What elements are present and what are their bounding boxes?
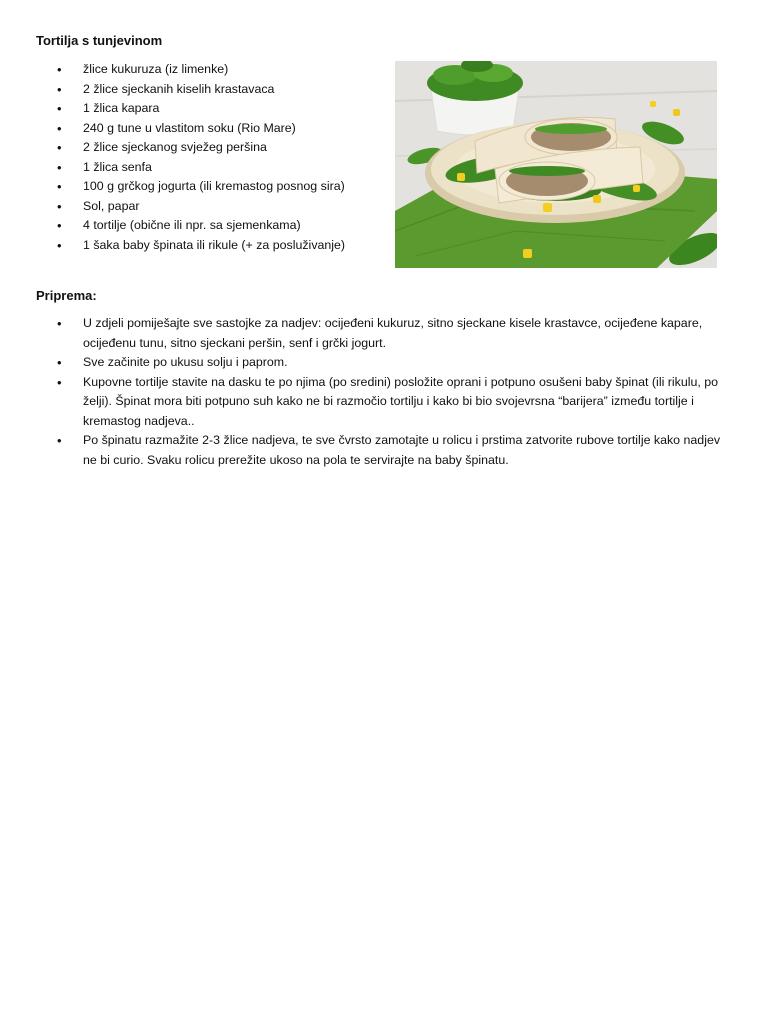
preparation-step: • Kupovne tortilje stavite na dasku te po njima (po sredini) posložite oprani i potpuno osušeni baby špinat (ili rikulu, po želji). Špinat mora biti potpuno suh kako ne bi razmočio tortilju i kako bi bio svojevrsna “barijera” između tortilje i kremastog nadjeva.. xyxy=(36,373,736,432)
ingredient-item: • 2 žlice sjeckanog svježeg peršina xyxy=(36,138,376,158)
preparation-step: • U zdjeli pomiješajte sve sastojke za nadjev: ocijeđeni kukuruz, sitno sjeckane kisele krastavce, ocijeđene kapare, ocijeđenu tunu, sitno sjeckani peršin, senf i grčki jogurt. xyxy=(36,314,736,353)
ingredient-item: • 2 žlice sjeckanih kiselih krastavaca xyxy=(36,80,376,100)
ingredient-item: • 1 žlica kapara xyxy=(36,99,376,119)
ingredient-item: • 1 šaka baby špinata ili rikule (+ za posluživanje) xyxy=(36,236,376,256)
ingredient-item: • Sol, papar xyxy=(36,197,376,217)
ingredient-item: • žlice kukuruza (iz limenke) xyxy=(36,60,376,80)
ingredient-item: • 240 g tune u vlastitom soku (Rio Mare) xyxy=(36,119,376,139)
tortilla-wraps-photo xyxy=(395,61,717,268)
preparation-step: • Sve začinite po ukusu solju i paprom. xyxy=(36,353,736,373)
ingredient-item: • 100 g grčkog jogurta (ili kremastog posnog sira) xyxy=(36,177,376,197)
preparation-heading: Priprema: xyxy=(36,288,97,303)
ingredient-item: • 4 tortilje (obične ili npr. sa sjemenkama) xyxy=(36,216,376,236)
ingredients-list xyxy=(36,60,376,255)
preparation-step: • Po špinatu razmažite 2-3 žlice nadjeva, te sve čvrsto zamotajte u rolicu i prstima zatvorite rubove tortilje kako nadjev ne bi curio. Svaku rolicu prerežite ukoso na pola te servirajte na baby špinatu. xyxy=(36,431,736,470)
ingredient-item: • 1 žlica senfa xyxy=(36,158,376,178)
preparation-steps-list xyxy=(36,314,736,470)
recipe-title: Tortilja s tunjevinom xyxy=(36,33,163,48)
